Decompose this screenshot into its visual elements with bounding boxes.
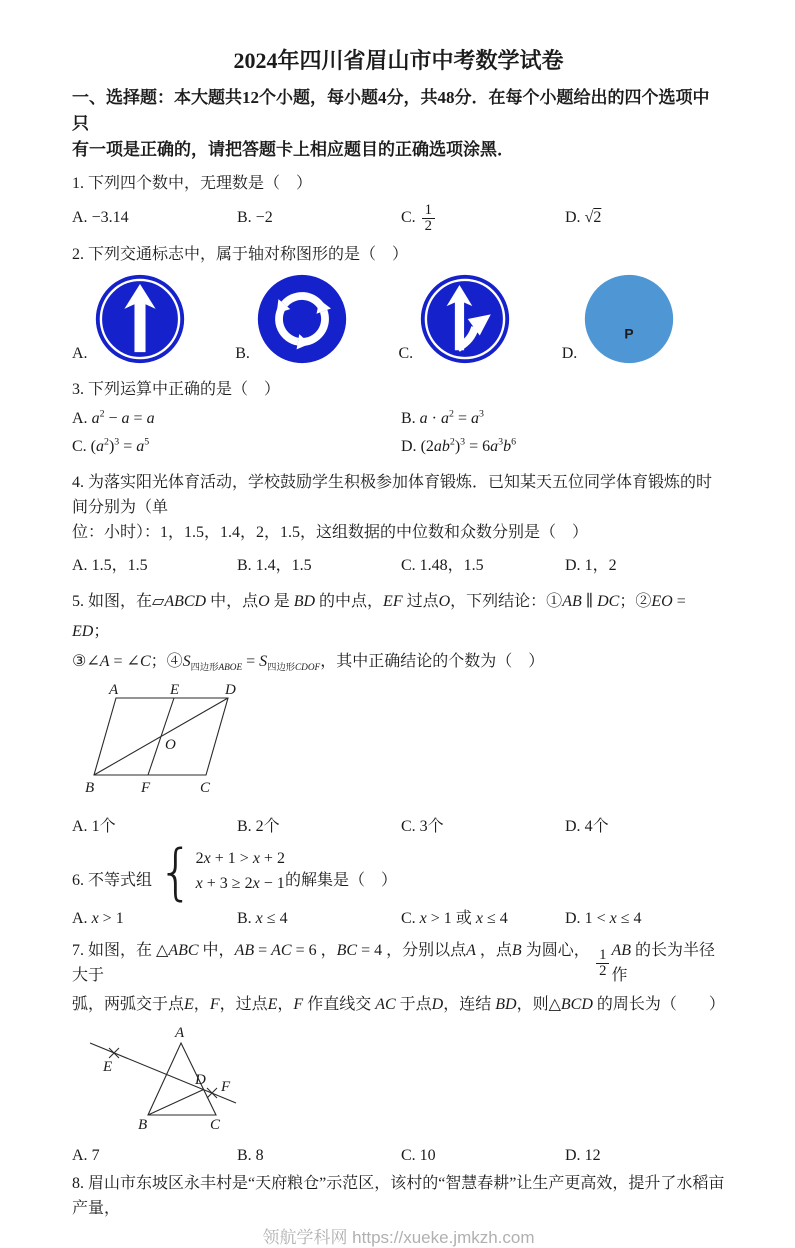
sign-option-d: D. P: [562, 273, 725, 365]
question-4-line1: 4. 为落实阳光体育活动，学校鼓励学生积极参加体育锻炼．已知某天五位同学体育锻炼的时间分别为（单: [72, 474, 713, 516]
inequality-system: [196, 846, 285, 898]
q5-option-d: D. 4个: [565, 818, 609, 835]
q4-option-d: D. 1，2: [565, 557, 617, 574]
question-5-line1: 5. 如图，在▱ABCD 中，点O 是 BD 的中点，EF 过点O，下列结论：①AB ∥ DC；②EO = ED；: [72, 593, 686, 640]
q4-option-a: A. 1.5，1.5: [72, 557, 148, 574]
page-title: 2024年四川省眉山市中考数学试卷: [233, 48, 564, 73]
q6-option-a: A. x > 1: [72, 910, 124, 927]
q1-option-d: D. √2: [565, 208, 602, 226]
one-half-fraction: $\frac{1}{2}$: [596, 948, 609, 979]
question-2-text: 2. 下列交通标志中，属于轴对称图形的是（ ）: [72, 246, 409, 263]
question-8-text: 8. 眉山市东坡区永丰村是“天府粮仓”示范区，该村的“智慧春耕”让生产更高效，提升了水稻亩产量，: [72, 1175, 725, 1217]
section-header: [72, 85, 725, 163]
label-B: B: [138, 1117, 148, 1133]
triangle-construction-diagram: [76, 1023, 326, 1135]
label-C: C: [210, 1117, 221, 1133]
q5-option-b: B. 2个: [237, 818, 280, 835]
question-5-options: [72, 813, 725, 836]
inequality-line2: x + 3 ≥ 2x − 1: [195, 875, 285, 892]
label-A: A: [109, 683, 119, 698]
roundabout-sign-icon: [256, 273, 348, 365]
section-header-line2: 有一项是正确的，请把答题卡上相应题目的正确选项涂黑．: [72, 140, 514, 159]
label-D: D: [225, 683, 236, 698]
label-B: B: [85, 780, 95, 796]
q1-option-a: A. −3.14: [72, 208, 129, 226]
label-C: C: [200, 780, 211, 796]
label-D: D: [195, 1072, 206, 1088]
label-E: E: [103, 1059, 113, 1075]
question-5-text: [72, 587, 725, 677]
question-3-options: [72, 410, 725, 456]
q7-option-a: A. 7: [72, 1147, 100, 1164]
sign-option-b: B.: [235, 273, 398, 365]
question-4-text: [72, 470, 725, 545]
question-7-line2: 弧，两弧交于点E，F，过点E，F 作直线交 AC 于点D，连结 BD，则△BCD 的周长为（ ）: [72, 996, 725, 1013]
sign-option-a: A.: [72, 273, 235, 365]
watermark: 领航学科网 https://xueke.jmkzh.com: [262, 1228, 535, 1247]
q5-option-a: A. 1个: [72, 818, 116, 835]
question-6-text: [72, 836, 725, 908]
question-6-options: [72, 905, 725, 928]
label-A: A: [175, 1025, 185, 1041]
question-4-line2: 位：小时）：1，1.5，1.4，2，1.5，这组数据的中位数和众数分别是（ ）: [72, 524, 589, 541]
label-F: F: [141, 780, 151, 796]
label-E: E: [170, 683, 180, 698]
q7-option-d: D. 12: [565, 1147, 601, 1164]
question-7-options: [72, 1147, 725, 1165]
q3-option-a: A. $a^2 - a = a$: [72, 408, 155, 427]
q7-option-c: C. 10: [401, 1147, 436, 1164]
label-O: O: [165, 737, 176, 753]
q6-option-b: B. x ≤ 4: [237, 910, 288, 927]
q1-option-c: C. $\frac{1}{2}$: [401, 203, 565, 234]
q3-option-c: C. $(a^2)^3 = a^5$: [72, 436, 150, 455]
question-7-line1: 7. 如图，在 △ABC 中，AB = AC = 6 ，BC = 4 ，分别以点A ，点B 为圆心，大于 $\frac{1}{2}$ AB 的长为半径作: [72, 942, 715, 984]
parallelogram-diagram: [76, 683, 286, 801]
q6-option-d: D. 1 < x ≤ 4: [565, 910, 642, 927]
label-F: F: [221, 1079, 231, 1095]
question-1-options: [72, 203, 725, 234]
question-6-suffix: 的解集是（ ）: [284, 872, 397, 889]
straight-ahead-sign-icon: [94, 273, 186, 365]
q3-option-b: B. $a \cdot a^2 = a^3$: [401, 408, 484, 427]
section-header-line1: 一、选择题：本大题共12个小题，每小题4分，共48分．在每个小题给出的四个选项中只: [72, 88, 710, 133]
straight-or-right-sign-icon: [419, 273, 511, 365]
q5-option-c: C. 3个: [401, 818, 444, 835]
q1-option-b: B. −2: [237, 208, 273, 226]
question-5-line2: ③∠A = ∠C；$④S_{四边形ABOE} = S_{四边形CDOF}$，其中正确结论的个数为（ ）: [72, 653, 545, 674]
q4-option-c: C. 1.48，1.5: [401, 557, 484, 574]
sign-option-c: C.: [399, 273, 562, 365]
q3-option-d: D. $(2ab^2)^3 = 6a^3b^6$: [401, 436, 517, 455]
question-2-signs: [72, 273, 725, 365]
q7-option-b: B. 8: [237, 1147, 264, 1164]
question-3-text: 3. 下列运算中正确的是（ ）: [72, 381, 281, 398]
question-4-options: [72, 552, 725, 575]
q6-option-c: C. x > 1 或 x ≤ 4: [401, 910, 508, 927]
inequality-line1: 2x + 1 > x + 2: [195, 850, 285, 867]
parking-letter: P: [624, 326, 634, 342]
system-brace: {: [158, 836, 194, 908]
question-1-text: 1. 下列四个数中，无理数是（ ）: [72, 175, 313, 192]
q4-option-b: B. 1.4，1.5: [237, 557, 312, 574]
parking-sign-icon: [583, 273, 675, 365]
question-6-label: 6. 不等式组: [72, 872, 153, 889]
